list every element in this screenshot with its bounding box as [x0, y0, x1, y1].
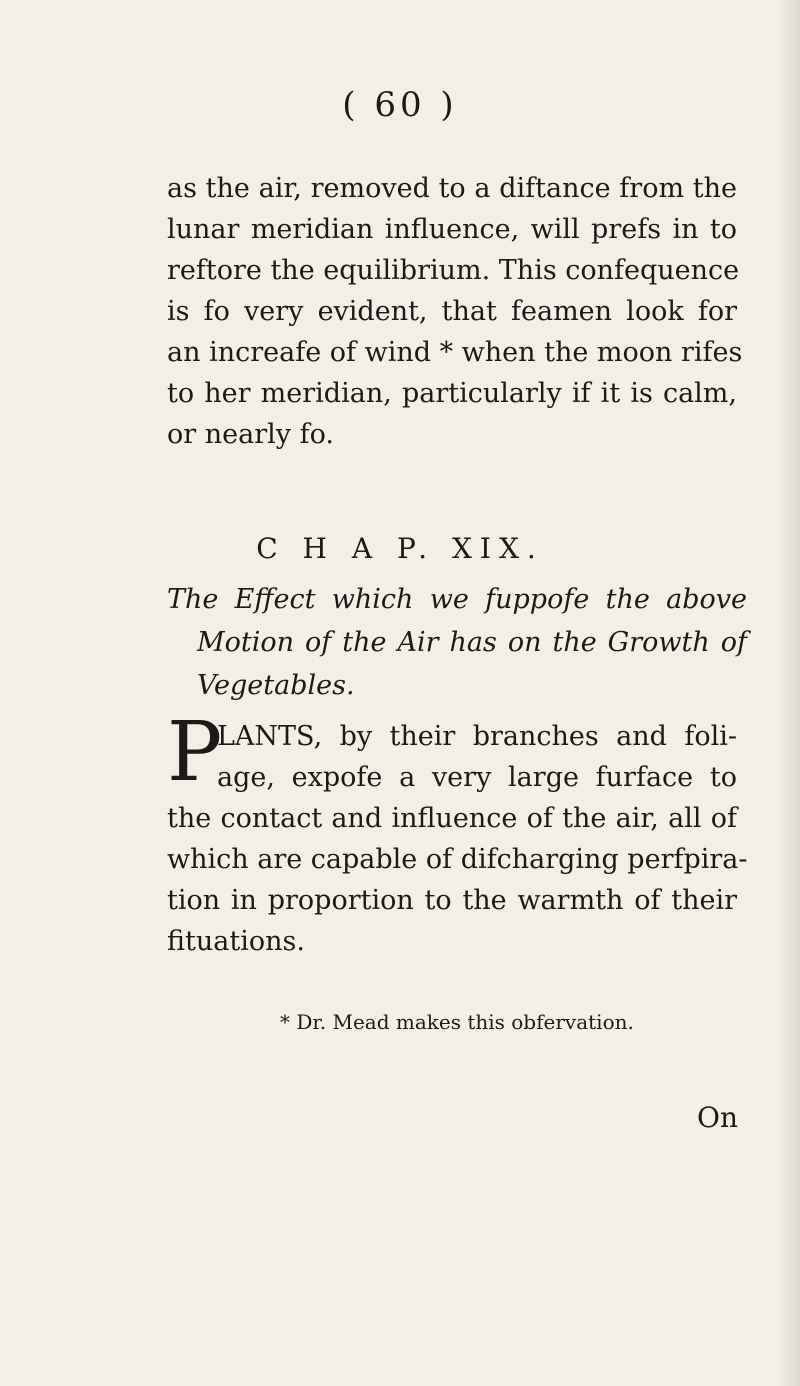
text-line: as the air, removed to a diftance from the: [167, 173, 737, 204]
text-line: lunar meridian influence, will prefs in to: [167, 214, 737, 245]
text-line: which are capable of difcharging perfpira-: [167, 844, 748, 875]
drop-cap: P: [167, 705, 223, 800]
chapter-title-line: Vegetables.: [197, 670, 355, 701]
chapter-heading: C H A P. XIX.: [256, 532, 544, 565]
text-line: or nearly fo.: [167, 419, 334, 450]
chapter-title-line: The Effect which we fuppofe the above: [167, 584, 747, 615]
text-line: to her meridian, particularly if it is calm,: [167, 378, 737, 409]
text-line: reftore the equilibrium. This confequence: [167, 255, 740, 286]
text-line: is fo very evident, that feamen look for: [167, 296, 737, 327]
text-line: an increafe of wind * when the moon rifes: [167, 337, 743, 368]
page-edge-shadow: [778, 0, 800, 1386]
catchword: On: [697, 1101, 738, 1134]
paragraph-2: [167, 716, 748, 962]
chapter-title: [167, 578, 747, 707]
text-line: fituations.: [167, 926, 305, 957]
page-number: ( 60 ): [342, 85, 458, 125]
text-line: tion in proportion to the warmth of their: [167, 885, 737, 916]
footnote: * Dr. Mead makes this obfervation.: [280, 1010, 634, 1034]
text-line: LANTS, by their branches and foli-: [217, 721, 737, 752]
paragraph-1: [167, 168, 743, 455]
text-line: the contact and influence of the air, all of: [167, 803, 737, 834]
text-line: age, expofe a very large furface to: [217, 762, 737, 793]
chapter-title-line: Motion of the Air has on the Growth of: [197, 627, 747, 658]
